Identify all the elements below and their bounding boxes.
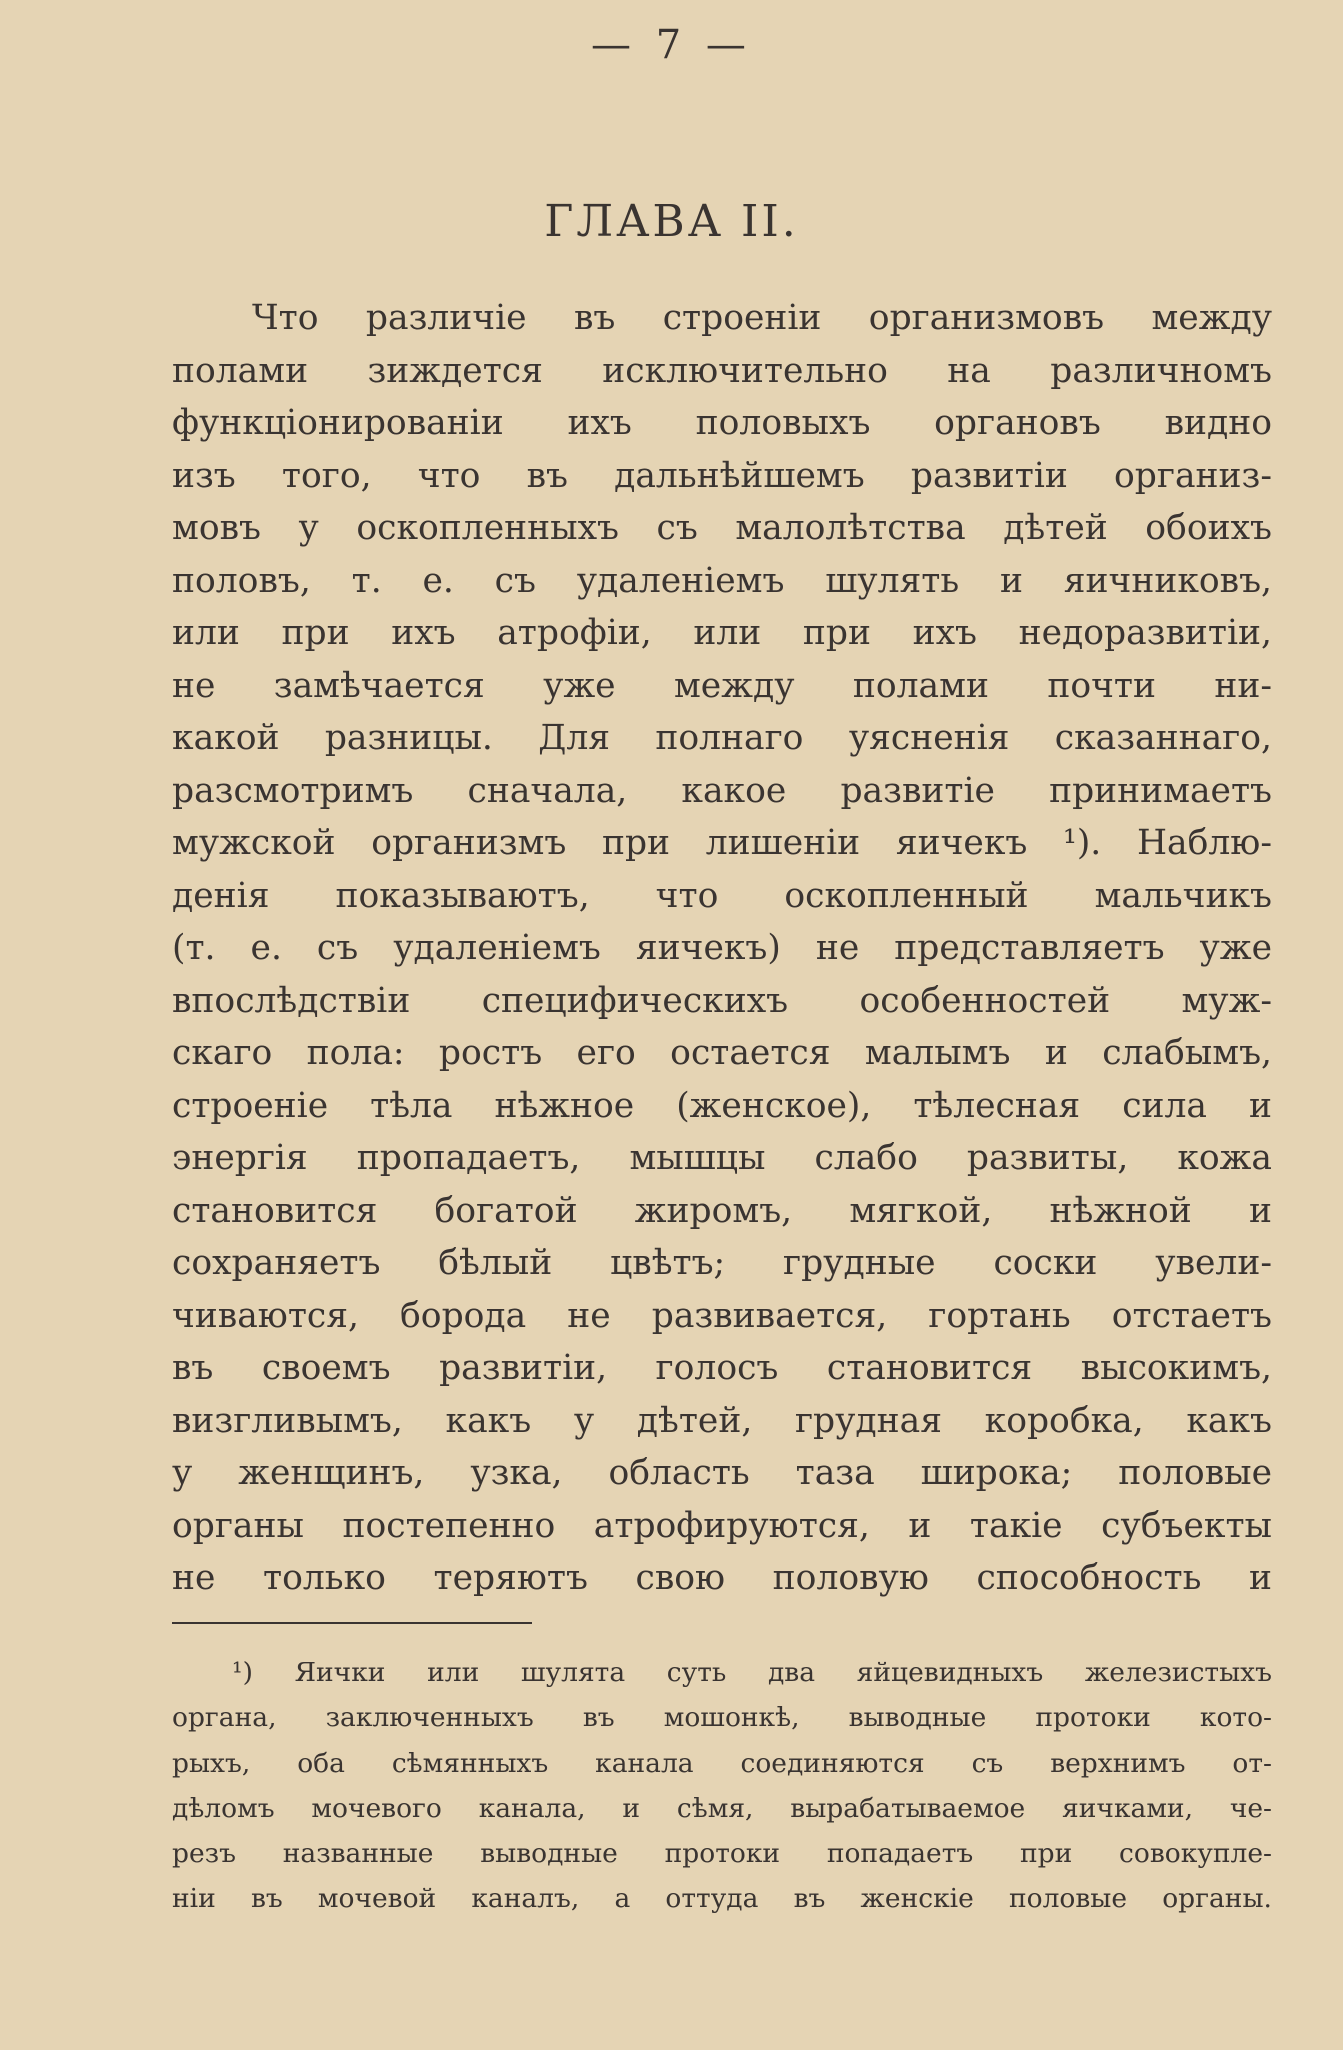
page-number: — 7 — [591, 22, 752, 68]
text-line: функціонированіи ихъ половыхъ органовъ видно [172, 403, 1272, 443]
text-line: или при ихъ атрофіи, или при ихъ недоразвитіи, [172, 613, 1272, 653]
footnote-line: резъ названные выводные протоки попадаетъ при совокупле- [172, 1838, 1272, 1870]
text-line: какой разницы. Для полнаго уясненія сказаннаго, [172, 718, 1272, 758]
body-text [172, 292, 1272, 1605]
footnote-line: ¹) Яички или шулята суть два яйцевидныхъ железистыхъ [232, 1657, 1272, 1688]
footnote-divider [172, 1622, 532, 1624]
text-line: визгливымъ, какъ у дѣтей, грудная коробка, какъ [172, 1400, 1272, 1441]
text-line: органы постепенно атрофируются, и такіе субъекты [172, 1505, 1272, 1546]
text-line: мовъ у оскопленныхъ съ малолѣтства дѣтей обоихъ [172, 508, 1272, 548]
text-line: въ своемъ развитіи, голосъ становится высокимъ, [172, 1348, 1272, 1388]
text-line: впослѣдствіи специфическихъ особенностей муж- [172, 980, 1272, 1021]
text-line: энергія пропадаетъ, мышцы слабо развиты, кожа [172, 1138, 1272, 1178]
chapter-title: ГЛАВА II. [544, 196, 799, 247]
text-line: изъ того, что въ дальнѣйшемъ развитіи организ- [172, 455, 1272, 496]
text-line: не замѣчается уже между полами почти ни- [172, 665, 1272, 706]
footnote-line: органа, заключенныхъ въ мошонкѣ, выводные протоки кото- [172, 1702, 1272, 1734]
text-line: у женщинъ, узка, область таза широка; половые [172, 1453, 1272, 1493]
text-line: (т. е. съ удаленіемъ яичекъ) не представляетъ уже [172, 928, 1272, 968]
footnote-line: дѣломъ мочевого канала, и сѣмя, вырабатываемое яичками, че- [172, 1792, 1272, 1824]
text-line: денія показываютъ, что оскопленный мальчикъ [172, 875, 1272, 916]
text-line: скаго пола: ростъ его остается малымъ и слабымъ, [172, 1033, 1272, 1073]
footnote [172, 1650, 1272, 1922]
text-line: чиваются, борода не развивается, гортань отстаетъ [172, 1295, 1272, 1336]
text-line: половъ, т. е. съ удаленіемъ шулять и яичниковъ, [172, 560, 1272, 601]
text-line: становится богатой жиромъ, мягкой, нѣжной и [172, 1190, 1272, 1231]
text-line: полами зиждется исключительно на различномъ [172, 350, 1272, 391]
footnote-line: ніи въ мочевой каналъ, а оттуда въ женскіе половые органы. [172, 1883, 1272, 1915]
footnote-line: рыхъ, оба сѣмянныхъ канала соединяются съ верхнимъ от- [172, 1747, 1272, 1779]
text-line: строеніе тѣла нѣжное (женское), тѣлесная сила и [172, 1085, 1272, 1126]
text-line: Что различіе въ строеніи организмовъ между [252, 298, 1272, 338]
text-line: сохраняетъ бѣлый цвѣтъ; грудные соски увели- [172, 1243, 1272, 1283]
text-line: разсмотримъ сначала, какое развитіе принимаетъ [172, 770, 1272, 811]
text-line: не только теряютъ свою половую способность и [172, 1558, 1272, 1598]
text-line: мужской организмъ при лишеніи яичекъ ¹). Наблю- [172, 823, 1272, 863]
